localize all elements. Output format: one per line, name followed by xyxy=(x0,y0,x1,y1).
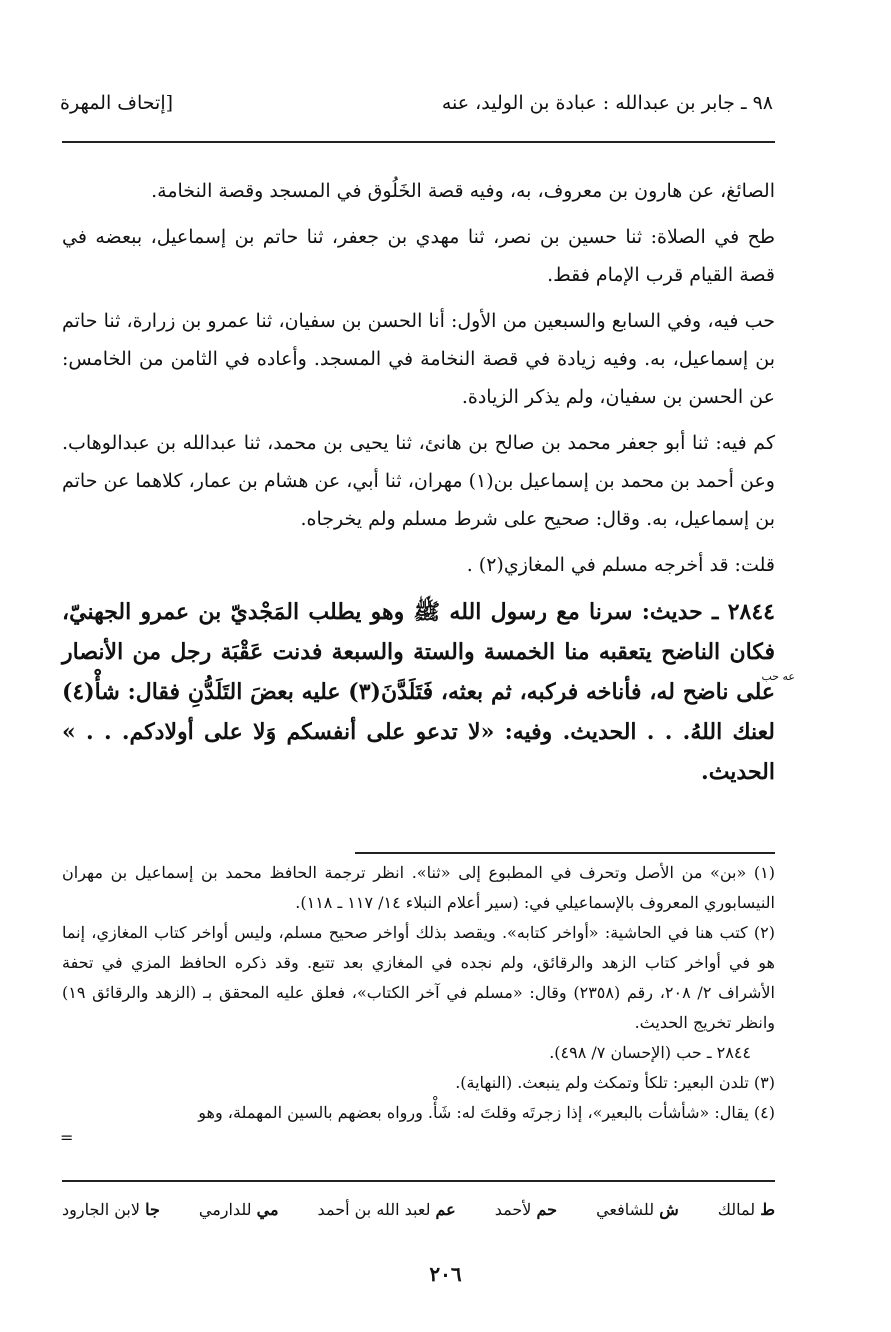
footnotes xyxy=(62,858,775,1128)
header-rule xyxy=(62,141,775,143)
abbreviation-item: ط لمالك xyxy=(717,1200,775,1219)
book-title: [إتحاف المهرة xyxy=(60,92,174,114)
paragraph: كم فيه: ثنا أبو جعفر محمد بن صالح بن هانئ، ثنا يحيى بن محمد، ثنا عبدالله بن عبدالوهاب. وعن أحمد بن محمد بن إسماعيل بن(١) مهران، ثنا أبي، عن هشام بن عمار، كلاهما عن حاتم بن إسماعيل، به. وقال: صحيح على شرط مسلم ولم يخرجاه. xyxy=(62,432,775,530)
main-text xyxy=(62,172,775,800)
footnote: (١) «بن» من الأصل وتحرف في المطبوع إلى «ثنا». انظر ترجمة الحافظ محمد بن إسماعيل بن مهران النيسابوري المعروف بالإسماعيلي في: (سير أعلام النبلاء ١٤/ ١١٧ ـ ١١٨). xyxy=(62,863,775,912)
footnote-rule xyxy=(355,852,775,854)
paragraph: طح في الصلاة: ثنا حسين بن نصر، ثنا مهدي بن جعفر، ثنا حاتم بن إسماعيل، ببعضه في قصة القيام قرب الإمام فقط. xyxy=(62,226,775,286)
abbreviation-item: حم لأحمد xyxy=(494,1200,558,1219)
paragraph: حب فيه، وفي السابع والسبعين من الأول: أنا الحسن بن سفيان، ثنا عمرو بن زرارة، ثنا حاتم بن إسماعيل، به. وفيه زيادة في قصة النخامة في المسجد. وأعاده في الثامن من الخامس: عن الحسن بن سفيان، ولم يذكر الزيادة. xyxy=(62,310,775,408)
paragraph: الصائغ، عن هارون بن معروف، به، وفيه قصة الخَلُوق في المسجد وقصة النخامة. xyxy=(151,180,775,202)
hadith-margin-note: عه حب xyxy=(761,670,795,683)
footnote: ٢٨٤٤ ـ حب (الإحسان ٧/ ٤٩٨). xyxy=(549,1043,751,1062)
footnote: (٢) كتب هنا في الحاشية: «أواخر كتابه». ويقصد بذلك أواخر صحيح مسلم، وليس أواخر كتاب المغازي، إنما هو في أواخر كتاب الزهد والرقائق، ولم نجده في المغازي بعد تتبع. وقد ذكره الحافظ المزي في تحفة الأشراف ٢/ ٢٠٨، رقم (٢٣٥٨) وقال: «مسلم في آخر الكتاب»، فعلق عليه المحقق بـ (الزهد والرقائق ١٩) وانظر تخريج الحديث. xyxy=(62,923,775,1032)
page-header xyxy=(60,92,773,128)
abbreviation-key xyxy=(62,1200,775,1219)
footnote: (٤) يقال: «شأشأت بالبعير»، إذا زجرتَه وقلتَ له: شَأْ. ورواه بعضهم بالسين المهملة، وهو xyxy=(198,1103,775,1122)
abbreviation-item: عم لعبد الله بن أحمد xyxy=(317,1200,456,1219)
hadith-entry: ٢٨٤٤ ـ حديث: سرنا مع رسول الله ﷺ وهو يطلب المَجْديّ بن عمرو الجهنيّ، فكان الناضح يتعقبه منا الخمسة والستة والسبعة فدنت عَقْبَة رجل من الأنصار على ناضح له، فأناخه فركبه، ثم بعثه، فَتَلَدَّنَ(٣) عليه بعضَ التَلَدُّنِ فقال: شأْ(٤) لعنك اللهُ. . . الحديث. وفيه: «لا تدعو على أنفسكم وَلا على أولادكم. . . » الحديث. xyxy=(62,599,775,785)
paragraph: قلت: قد أخرجه مسلم في المغازي(٢) . xyxy=(466,554,775,576)
abbreviation-item: مي للدارمي xyxy=(198,1200,279,1219)
footnote: (٣) تلدن البعير: تلكأ وتمكث ولم ينبعث. (النهاية). xyxy=(455,1073,775,1092)
abbreviations-rule xyxy=(62,1180,775,1182)
page-number: ٢٠٦ xyxy=(429,1262,462,1286)
abbreviation-item: ش للشافعي xyxy=(596,1200,679,1219)
continuation-mark: = xyxy=(60,1128,74,1147)
running-title: ٩٨ ـ جابر بن عبدالله : عبادة بن الوليد، عنه xyxy=(441,92,773,114)
abbreviation-item: جا لابن الجارود xyxy=(62,1200,160,1219)
